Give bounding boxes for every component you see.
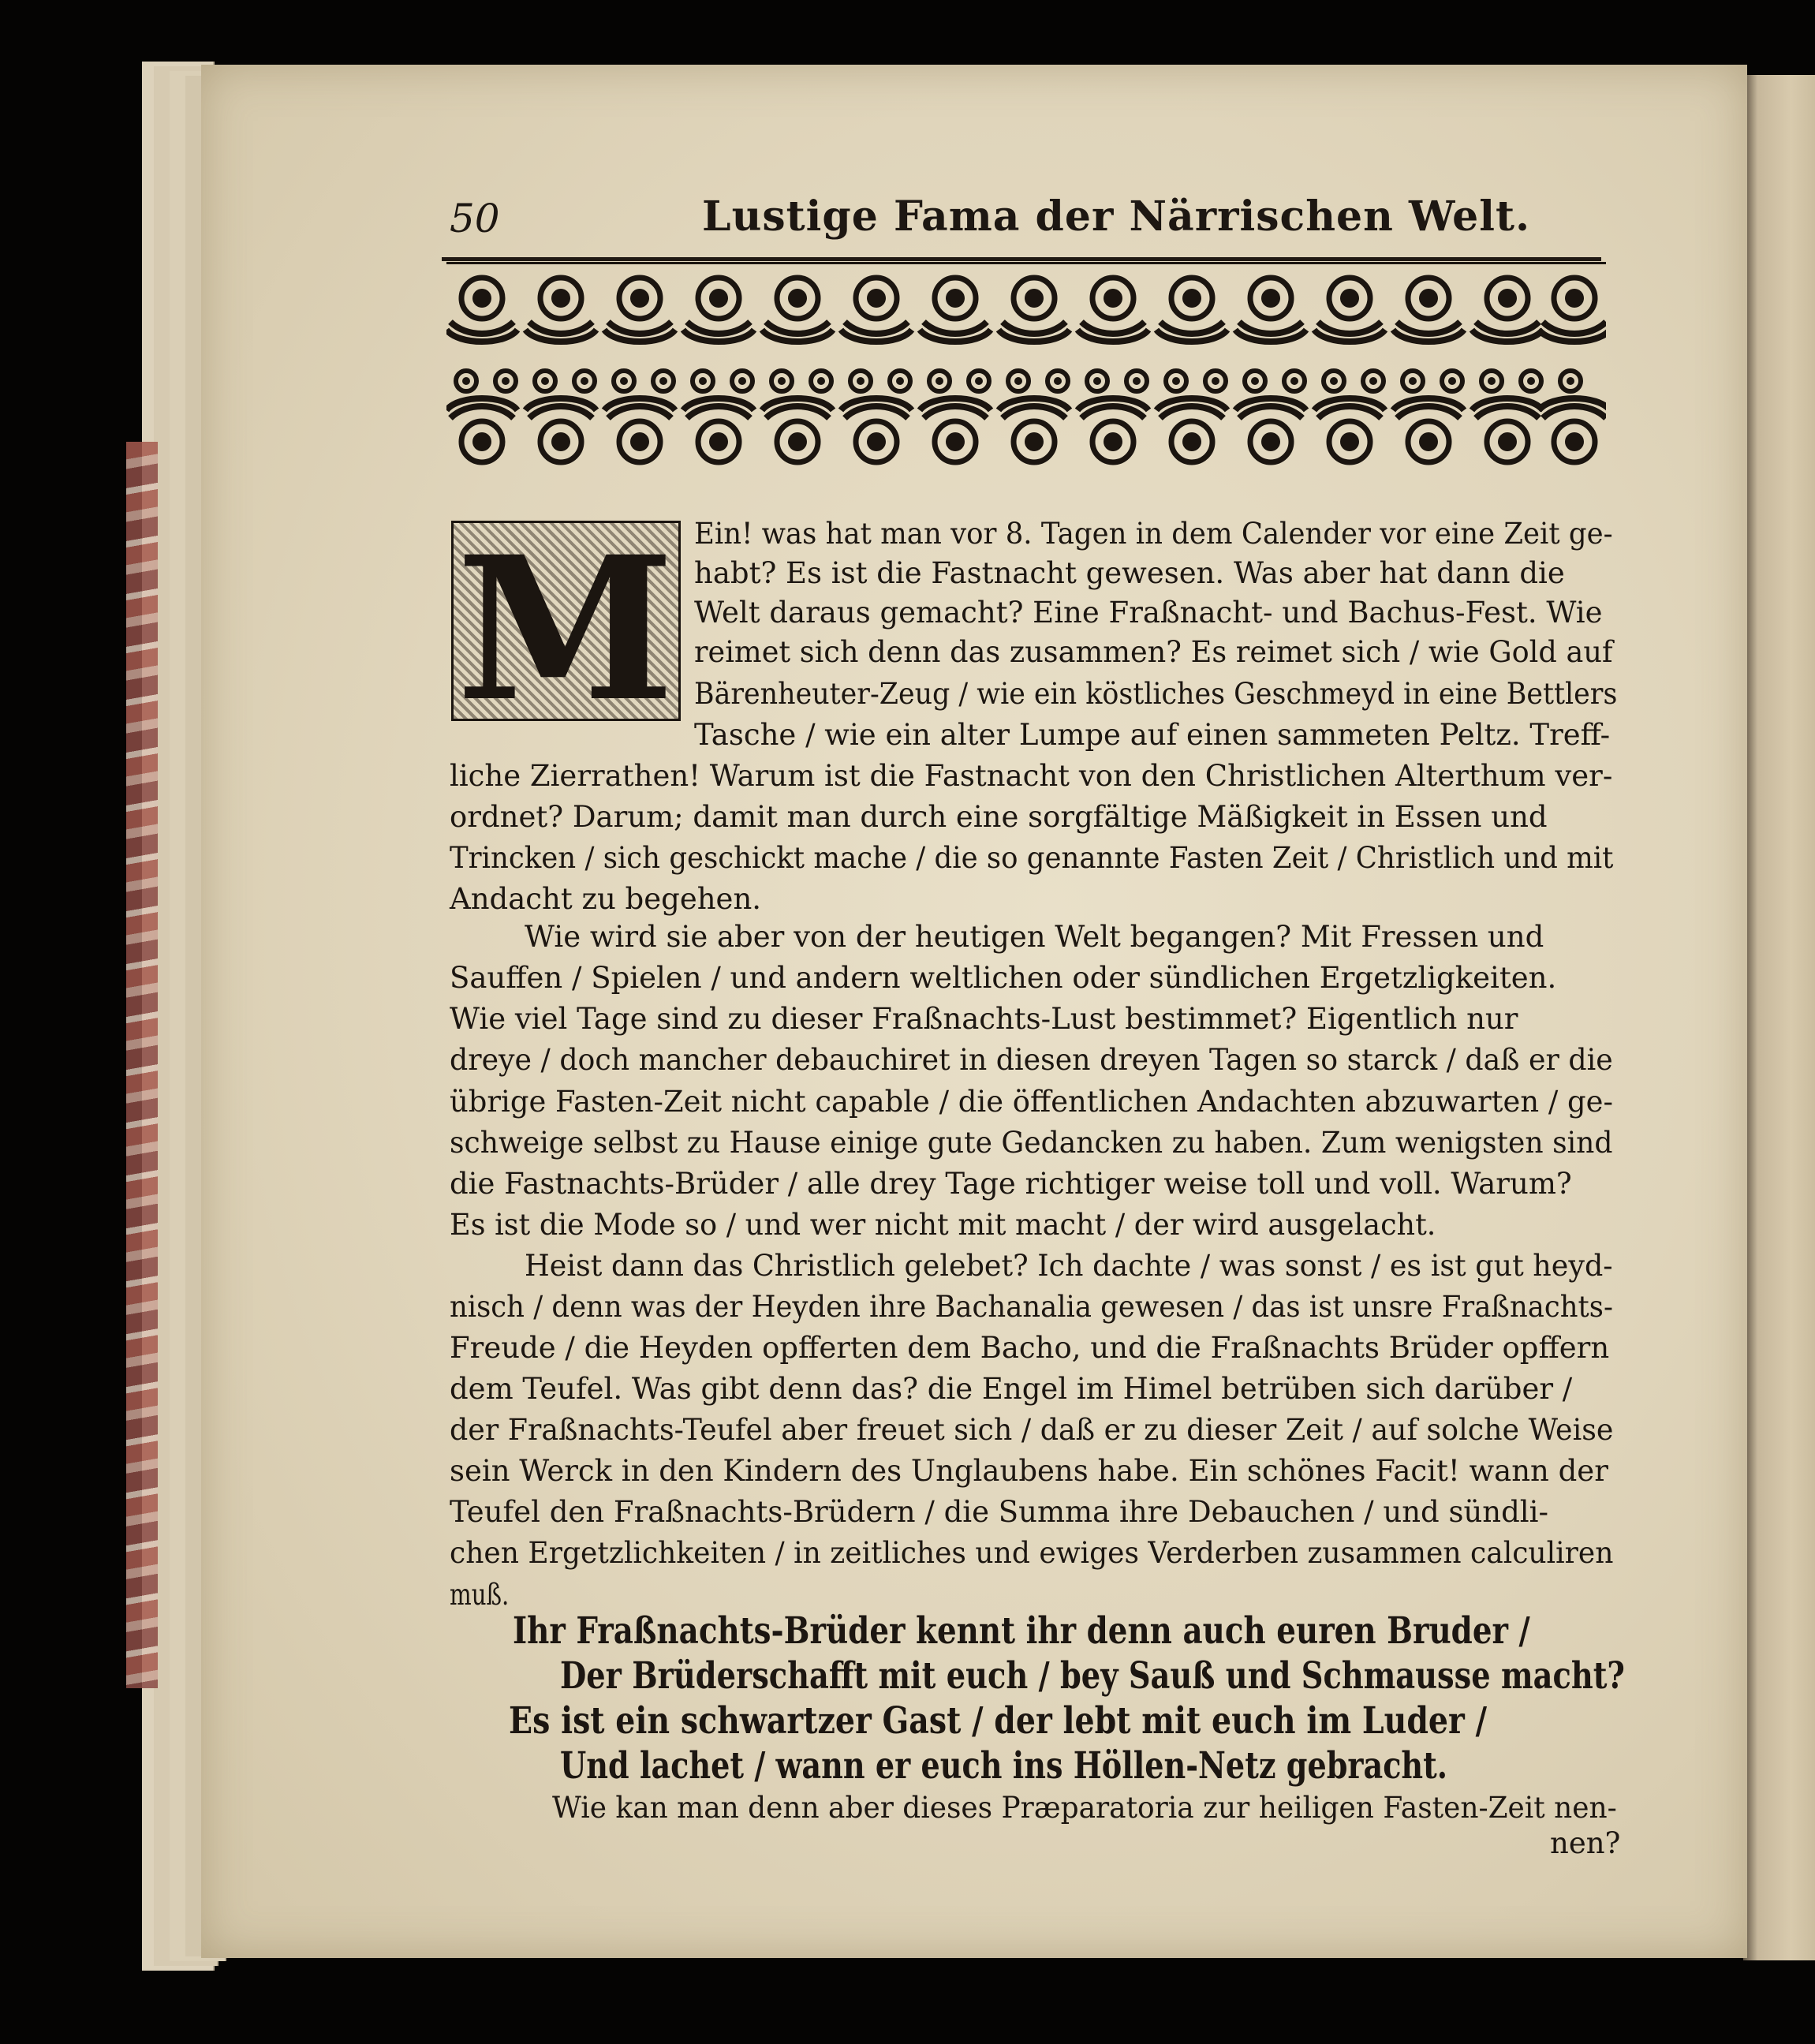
body-line: Trincken / sich geschickt mache / die so genannte Fasten Zeit / Christlich und mit xyxy=(450,841,1614,875)
body-line: Teufel den Fraßnachts-Brüdern / die Summa ihre Debauchen / und sündli- xyxy=(450,1495,1548,1529)
body-line: ordnet? Darum; damit man durch eine sorgfältige Mäßigkeit in Essen und xyxy=(450,800,1548,834)
body-line: dreye / doch mancher debauchiret in diesen dreyen Tagen so starck / daß er die xyxy=(450,1043,1613,1077)
body-line: Ein! was hat man vor 8. Tagen in dem Calender vor eine Zeit ge- xyxy=(694,517,1613,551)
body-line: Wie wird sie aber von der heutigen Welt begangen? Mit Fressen und xyxy=(525,920,1544,954)
body-line: reimet sich denn das zusammen? Es reimet sich / wie Gold auf xyxy=(694,635,1613,669)
closing-line: Wie kan man denn aber dieses Præparatoria zur heiligen Fasten-Zeit nen- xyxy=(552,1791,1617,1825)
body-line: dem Teufel. Was gibt denn das? die Engel im Himel betrüben sich darüber / xyxy=(450,1372,1573,1406)
body-line: Heist dann das Christlich gelebet? Ich dachte / was sonst / es ist gut heyd- xyxy=(525,1249,1613,1283)
floral-ornament-band xyxy=(446,251,1606,489)
body-line: der Fraßnachts-Teufel aber freuet sich / daß er zu dieser Zeit / auf solche Weise xyxy=(450,1413,1614,1447)
body-line: Sauffen / Spielen / und andern weltlichen oder sündlichen Ergetzligkeiten. xyxy=(450,961,1557,995)
body-line: liche Zierrathen! Warum ist die Fastnacht von den Christlichen Alterthum ver- xyxy=(450,759,1613,793)
body-line: Wie viel Tage sind zu dieser Fraßnachts-Lust bestimmet? Eigentlich nur xyxy=(450,1002,1518,1036)
body-line: übrige Fasten-Zeit nicht capable / die öffentlichen Andachten abzuwarten / ge- xyxy=(450,1085,1613,1119)
body-line: Welt daraus gemacht? Eine Fraßnacht- und Bachus-Fest. Wie xyxy=(694,596,1603,630)
closing-line: nen? xyxy=(1550,1826,1621,1860)
next-page-edge xyxy=(1743,75,1815,1960)
ornament-rosette-row xyxy=(456,371,1581,391)
verse-line: Es ist ein schwartzer Gast / der lebt mit euch im Luder / xyxy=(509,1699,1488,1743)
ornament-bottom-row xyxy=(446,398,1606,462)
ornament-top-row xyxy=(446,278,1606,342)
body-line: schweige selbst zu Hause einige gute Gedancken zu haben. Zum wenigsten sind xyxy=(450,1126,1613,1160)
page-header xyxy=(450,192,1601,243)
body-line: habt? Es ist die Fastnacht gewesen. Was aber hat dann die xyxy=(694,556,1565,590)
marbled-cover-edge xyxy=(126,442,158,1688)
body-line: Es ist die Mode so / und wer nicht mit macht / der wird ausgelacht. xyxy=(450,1208,1436,1242)
body-line: Andacht zu begehen. xyxy=(450,882,762,916)
body-line: Freude / die Heyden opfferten dem Bacho, und die Fraßnachts Brüder opffern xyxy=(450,1331,1610,1365)
body-line: nisch / denn was der Heyden ihre Bachanalia gewesen / das ist unsre Fraßnachts- xyxy=(450,1290,1613,1324)
page-number: 50 xyxy=(450,196,500,241)
verse-line: Der Brüderschafft mit euch / bey Sauß und Schmausse macht? xyxy=(560,1654,1625,1698)
verse-line: Und lachet / wann er euch ins Höllen-Netz gebracht. xyxy=(560,1744,1448,1788)
verse-line: Ihr Fraßnachts-Brüder kennt ihr denn auch euren Bruder / xyxy=(513,1609,1530,1653)
body-line: muß. xyxy=(450,1578,510,1612)
body-line: chen Ergetzlichkeiten / in zeitliches und ewiges Verderben zusammen calculiren xyxy=(450,1536,1614,1570)
decorated-initial xyxy=(451,521,681,721)
body-line: die Fastnachts-Brüder / alle drey Tage richtiger weise toll und voll. Warum? xyxy=(450,1167,1572,1201)
running-title: Lustige Fama der Närrischen Welt. xyxy=(702,192,1531,241)
body-line: sein Werck in den Kindern des Unglaubens habe. Ein schönes Facit! wann der xyxy=(450,1454,1608,1488)
body-line: Bärenheuter-Zeug / wie ein köstliches Geschmeyd in eine Bettlers xyxy=(694,677,1618,711)
body-line: Tasche / wie ein alter Lumpe auf einen sammeten Peltz. Treff- xyxy=(694,718,1611,752)
initial-letter: M xyxy=(456,523,675,719)
